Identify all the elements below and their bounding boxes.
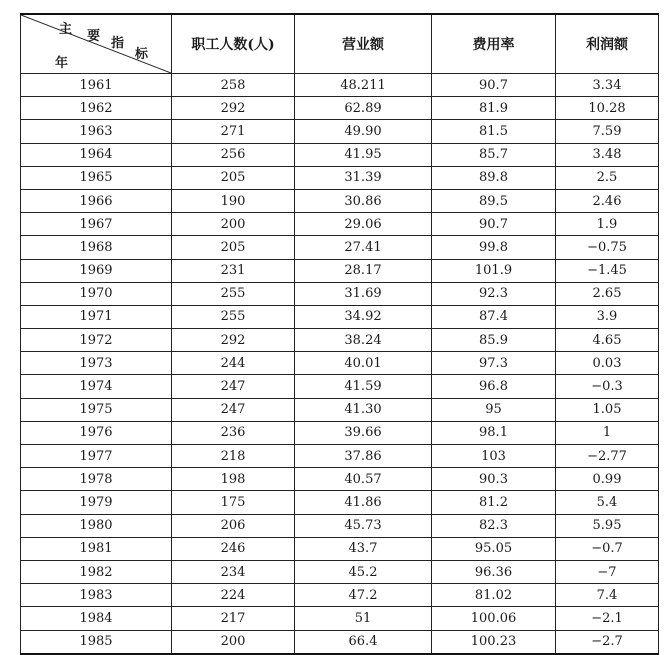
year-cell: 1965 <box>21 166 172 189</box>
profit-cell: −0.3 <box>556 375 659 398</box>
profit-cell: 0.03 <box>556 352 659 375</box>
expense-rate-cell: 90.7 <box>432 74 556 97</box>
column-header-profit: 利润额 <box>556 14 659 74</box>
expense-rate-cell: 98.1 <box>432 421 556 444</box>
year-cell: 1972 <box>21 329 172 352</box>
column-header-revenue: 营业额 <box>295 14 432 74</box>
profit-cell: −7 <box>556 560 659 583</box>
year-cell: 1975 <box>21 398 172 421</box>
employees-cell: 224 <box>172 584 295 607</box>
profit-cell: 0.99 <box>556 468 659 491</box>
year-cell: 1973 <box>21 352 172 375</box>
revenue-cell: 38.24 <box>295 329 432 352</box>
table-row <box>21 607 659 630</box>
employees-cell: 292 <box>172 329 295 352</box>
profit-cell: 10.28 <box>556 97 659 120</box>
profit-cell: −2.77 <box>556 445 659 468</box>
year-cell: 1978 <box>21 468 172 491</box>
employees-cell: 255 <box>172 282 295 305</box>
profit-cell: 3.9 <box>556 305 659 328</box>
year-cell: 1969 <box>21 259 172 282</box>
profit-cell: 7.59 <box>556 120 659 143</box>
employees-cell: 206 <box>172 514 295 537</box>
expense-rate-cell: 82.3 <box>432 514 556 537</box>
year-cell: 1974 <box>21 375 172 398</box>
profit-cell: −2.1 <box>556 607 659 630</box>
diag-label-year: 年 <box>55 56 69 71</box>
table-row <box>21 421 659 444</box>
employees-cell: 247 <box>172 398 295 421</box>
table-row <box>21 305 659 328</box>
revenue-cell: 39.66 <box>295 421 432 444</box>
profit-cell: 3.48 <box>556 143 659 166</box>
profit-cell: 1 <box>556 421 659 444</box>
profit-cell: −0.75 <box>556 236 659 259</box>
year-cell: 1979 <box>21 491 172 514</box>
expense-rate-cell: 89.8 <box>432 166 556 189</box>
year-cell: 1985 <box>21 630 172 654</box>
year-cell: 1977 <box>21 445 172 468</box>
employees-cell: 256 <box>172 143 295 166</box>
table-row <box>21 213 659 236</box>
revenue-cell: 30.86 <box>295 189 432 212</box>
table-row <box>21 514 659 537</box>
employees-cell: 198 <box>172 468 295 491</box>
table-row <box>21 584 659 607</box>
table-row <box>21 143 659 166</box>
employees-cell: 255 <box>172 305 295 328</box>
expense-rate-cell: 101.9 <box>432 259 556 282</box>
profit-cell: 1.9 <box>556 213 659 236</box>
revenue-cell: 27.41 <box>295 236 432 259</box>
revenue-cell: 51 <box>295 607 432 630</box>
table-row <box>21 97 659 120</box>
year-cell: 1976 <box>21 421 172 444</box>
profit-cell: 2.65 <box>556 282 659 305</box>
revenue-cell: 45.73 <box>295 514 432 537</box>
column-header-expense-rate: 费用率 <box>432 14 556 74</box>
employees-cell: 246 <box>172 537 295 560</box>
table-row <box>21 375 659 398</box>
header-row <box>21 14 659 74</box>
diagonal-divider <box>21 15 171 73</box>
expense-rate-cell: 96.8 <box>432 375 556 398</box>
employees-cell: 231 <box>172 259 295 282</box>
expense-rate-cell: 81.9 <box>432 97 556 120</box>
table-row <box>21 445 659 468</box>
revenue-cell: 41.95 <box>295 143 432 166</box>
table-row <box>21 166 659 189</box>
expense-rate-cell: 103 <box>432 445 556 468</box>
expense-rate-cell: 89.5 <box>432 189 556 212</box>
expense-rate-cell: 85.7 <box>432 143 556 166</box>
profit-cell: −0.7 <box>556 537 659 560</box>
revenue-cell: 41.30 <box>295 398 432 421</box>
column-header-employees: 职工人数(人) <box>172 14 295 74</box>
expense-rate-cell: 81.2 <box>432 491 556 514</box>
profit-cell: 2.5 <box>556 166 659 189</box>
expense-rate-cell: 95 <box>432 398 556 421</box>
diagonal-header-cell <box>21 14 172 74</box>
revenue-cell: 31.69 <box>295 282 432 305</box>
revenue-cell: 34.92 <box>295 305 432 328</box>
profit-cell: −1.45 <box>556 259 659 282</box>
expense-rate-cell: 81.5 <box>432 120 556 143</box>
expense-rate-cell: 90.3 <box>432 468 556 491</box>
expense-rate-cell: 95.05 <box>432 537 556 560</box>
table-row <box>21 398 659 421</box>
revenue-cell: 40.57 <box>295 468 432 491</box>
year-cell: 1970 <box>21 282 172 305</box>
table-row <box>21 630 659 654</box>
revenue-cell: 45.2 <box>295 560 432 583</box>
table-header <box>21 14 659 74</box>
revenue-cell: 49.90 <box>295 120 432 143</box>
expense-rate-cell: 100.06 <box>432 607 556 630</box>
profit-cell: 7.4 <box>556 584 659 607</box>
revenue-cell: 37.86 <box>295 445 432 468</box>
year-cell: 1966 <box>21 189 172 212</box>
expense-rate-cell: 92.3 <box>432 282 556 305</box>
diag-label-biao: 标 <box>135 47 149 62</box>
profit-cell: 2.46 <box>556 189 659 212</box>
year-cell: 1981 <box>21 537 172 560</box>
expense-rate-cell: 97.3 <box>432 352 556 375</box>
employees-cell: 217 <box>172 607 295 630</box>
table-row <box>21 491 659 514</box>
year-cell: 1964 <box>21 143 172 166</box>
table-row <box>21 74 659 97</box>
expense-rate-cell: 90.7 <box>432 213 556 236</box>
year-cell: 1961 <box>21 74 172 97</box>
year-cell: 1962 <box>21 97 172 120</box>
employees-cell: 236 <box>172 421 295 444</box>
table-row <box>21 282 659 305</box>
year-cell: 1980 <box>21 514 172 537</box>
expense-rate-cell: 81.02 <box>432 584 556 607</box>
profit-cell: 5.95 <box>556 514 659 537</box>
employees-cell: 205 <box>172 236 295 259</box>
table-row <box>21 236 659 259</box>
diag-label-zhu: 主 <box>59 22 73 37</box>
year-cell: 1983 <box>21 584 172 607</box>
employees-cell: 200 <box>172 213 295 236</box>
employees-cell: 234 <box>172 560 295 583</box>
revenue-cell: 62.89 <box>295 97 432 120</box>
table-row <box>21 352 659 375</box>
diag-label-yao: 要 <box>87 29 101 44</box>
employees-cell: 218 <box>172 445 295 468</box>
table-row <box>21 329 659 352</box>
revenue-cell: 41.86 <box>295 491 432 514</box>
employees-cell: 258 <box>172 74 295 97</box>
revenue-cell: 41.59 <box>295 375 432 398</box>
revenue-cell: 43.7 <box>295 537 432 560</box>
revenue-cell: 66.4 <box>295 630 432 654</box>
revenue-cell: 29.06 <box>295 213 432 236</box>
year-cell: 1967 <box>21 213 172 236</box>
employees-cell: 244 <box>172 352 295 375</box>
year-cell: 1968 <box>21 236 172 259</box>
employees-cell: 271 <box>172 120 295 143</box>
expense-rate-cell: 99.8 <box>432 236 556 259</box>
profit-cell: 5.4 <box>556 491 659 514</box>
table-row <box>21 468 659 491</box>
profit-cell: 4.65 <box>556 329 659 352</box>
table-row <box>21 189 659 212</box>
employees-cell: 190 <box>172 189 295 212</box>
expense-rate-cell: 85.9 <box>432 329 556 352</box>
employees-cell: 200 <box>172 630 295 654</box>
table-row <box>21 537 659 560</box>
year-cell: 1984 <box>21 607 172 630</box>
table-row <box>21 560 659 583</box>
expense-rate-cell: 96.36 <box>432 560 556 583</box>
table-row <box>21 259 659 282</box>
employees-cell: 247 <box>172 375 295 398</box>
profit-cell: 1.05 <box>556 398 659 421</box>
year-cell: 1971 <box>21 305 172 328</box>
revenue-cell: 48.211 <box>295 74 432 97</box>
employees-cell: 175 <box>172 491 295 514</box>
revenue-cell: 47.2 <box>295 584 432 607</box>
revenue-cell: 31.39 <box>295 166 432 189</box>
revenue-cell: 28.17 <box>295 259 432 282</box>
employees-cell: 292 <box>172 97 295 120</box>
employees-cell: 205 <box>172 166 295 189</box>
table-row <box>21 120 659 143</box>
profit-cell: 3.34 <box>556 74 659 97</box>
profit-cell: −2.7 <box>556 630 659 654</box>
year-cell: 1963 <box>21 120 172 143</box>
statistics-table <box>20 13 659 655</box>
expense-rate-cell: 87.4 <box>432 305 556 328</box>
revenue-cell: 40.01 <box>295 352 432 375</box>
expense-rate-cell: 100.23 <box>432 630 556 654</box>
year-cell: 1982 <box>21 560 172 583</box>
table-body <box>21 74 659 654</box>
diag-label-zhi: 指 <box>111 36 125 51</box>
